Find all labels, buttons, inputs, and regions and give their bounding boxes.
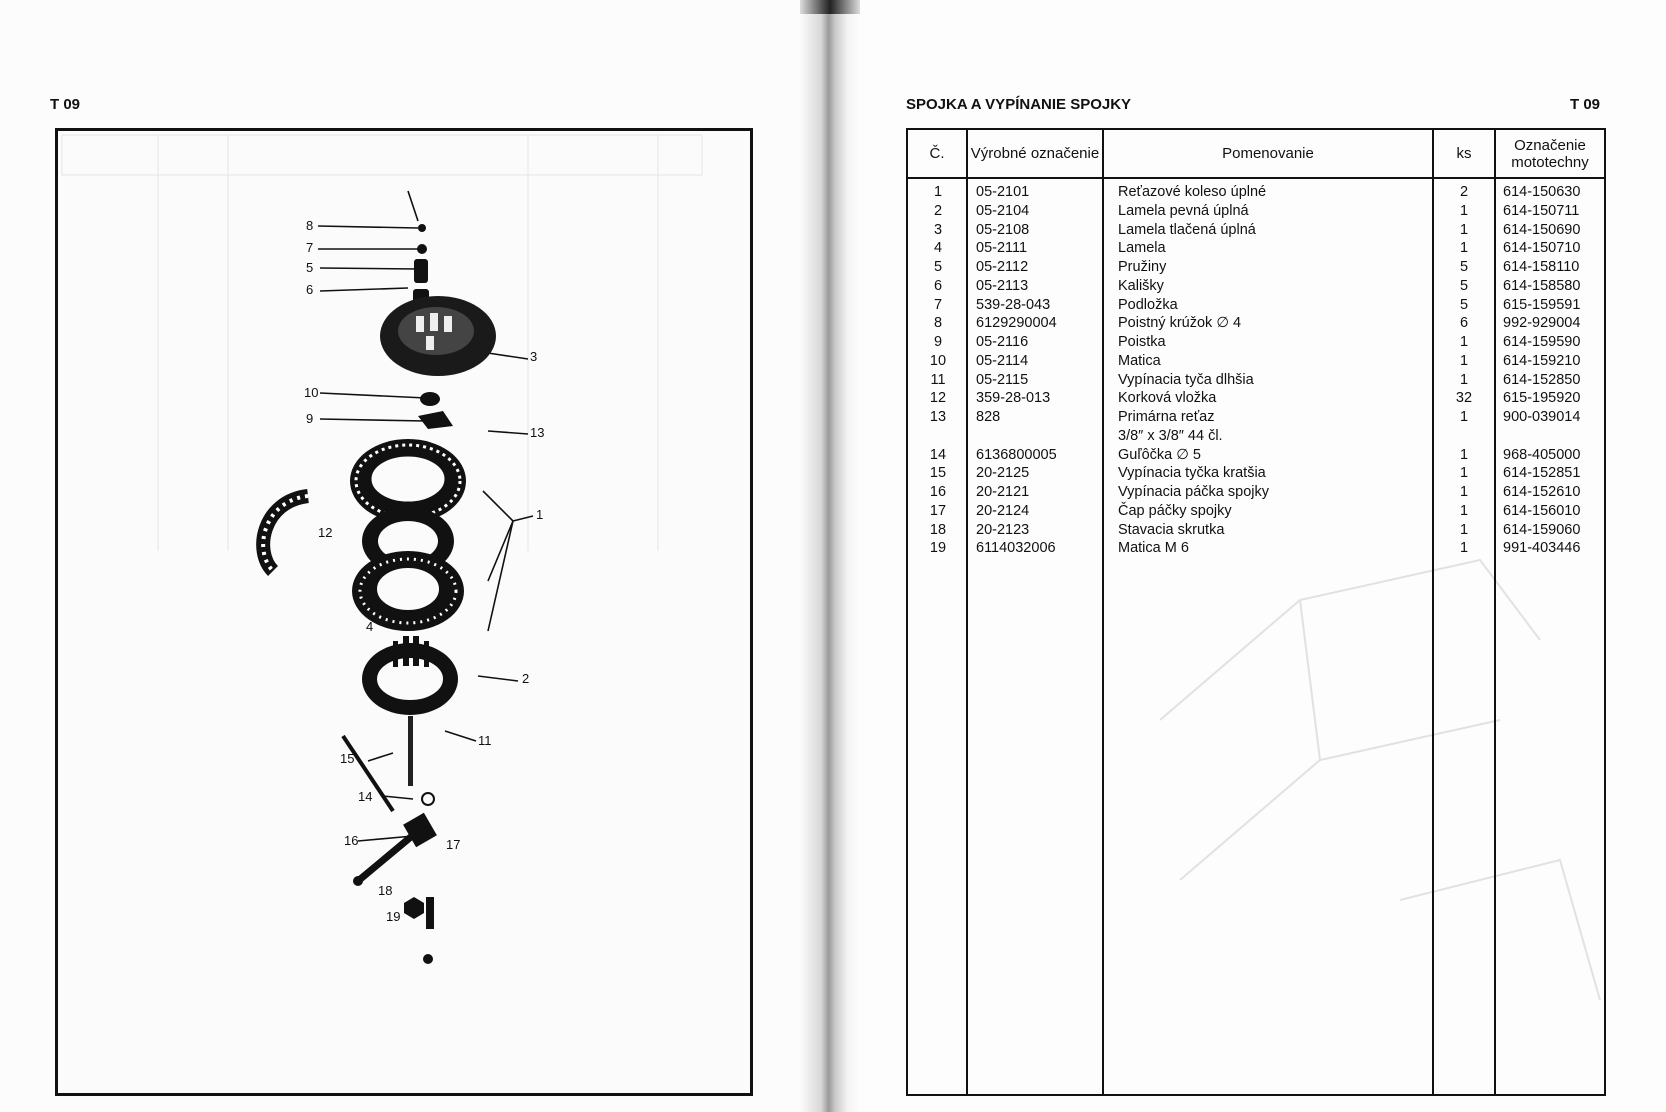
row-name: Vypínacia tyča dlhšia <box>1118 371 1254 388</box>
table-row <box>908 315 1604 334</box>
callout-19: 19 <box>386 909 401 924</box>
table-row <box>908 353 1604 372</box>
pressure-plate <box>380 296 496 376</box>
parts-table <box>906 128 1606 1096</box>
row-mototechna: 614-152851 <box>1503 465 1581 482</box>
row-name: Lamela pevná úplná <box>1118 202 1249 219</box>
row-no: 4 <box>933 240 943 257</box>
table-row <box>908 503 1604 522</box>
callout-14: 14 <box>358 789 373 804</box>
row-code: 6136800005 <box>976 446 1057 463</box>
row-no: 1 <box>933 184 943 200</box>
row-no: 10 <box>929 352 947 369</box>
table-row <box>908 522 1604 541</box>
row-qty: 1 <box>1459 240 1469 257</box>
row-name: Kališky <box>1118 277 1164 294</box>
row-name: Korková vložka <box>1118 390 1217 407</box>
row-code: 6129290004 <box>976 315 1057 332</box>
row-qty: 5 <box>1459 296 1469 313</box>
callout-2: 2 <box>522 671 530 686</box>
table-row <box>908 465 1604 484</box>
row-name: Guľôčka ∅ 5 <box>1118 446 1201 463</box>
row-no: 18 <box>929 521 947 538</box>
row-code: 20-2121 <box>976 484 1030 500</box>
row-no: 11 <box>930 371 946 388</box>
callout-13: 13 <box>530 425 545 440</box>
header-code: Výrobné označenie <box>970 145 1100 162</box>
page-title: SPOJKA A VYPÍNANIE SPOJKY <box>906 96 1132 113</box>
table-row <box>908 409 1604 428</box>
row-name: Matica M 6 <box>1118 540 1189 557</box>
callout-17: 17 <box>446 837 461 852</box>
callout-4: 4 <box>366 619 374 634</box>
row-code: 05-2116 <box>976 334 1029 350</box>
table-row <box>908 334 1604 353</box>
header-name: Pomenovanie <box>1222 145 1314 162</box>
row-code: 05-2113 <box>976 277 1029 294</box>
table-row <box>908 203 1604 222</box>
row-code: 20-2123 <box>976 521 1030 538</box>
callout-8: 8 <box>306 218 314 233</box>
row-qty: 1 <box>1459 502 1469 519</box>
callout-15: 15 <box>340 751 355 766</box>
row-qty: 1 <box>1459 484 1469 500</box>
primary-chain <box>263 496 308 571</box>
row-mototechna: 614-158580 <box>1503 277 1581 294</box>
callout-11: 11 <box>478 733 492 748</box>
header-mototechna: Označenie mototechny <box>1511 136 1589 171</box>
row-no: 19 <box>929 540 947 557</box>
callout-16: 16 <box>344 833 359 848</box>
table-row <box>908 540 1604 559</box>
row-mototechna: 614-159060 <box>1503 521 1581 538</box>
table-row <box>908 222 1604 241</box>
row-name: Primárna reťaz <box>1118 409 1215 425</box>
row-no: 9 <box>933 334 943 350</box>
lever-nut <box>404 897 424 919</box>
row-no: 2 <box>933 202 943 219</box>
row-no: 14 <box>929 446 947 463</box>
table-row <box>908 447 1604 466</box>
exploded-drawing-frame <box>55 128 753 1096</box>
callout-12: 12 <box>318 525 333 540</box>
row-mototechna: 900-039014 <box>1503 409 1581 425</box>
row-qty: 1 <box>1459 334 1469 350</box>
table-row <box>908 259 1604 278</box>
row-code: 539-28-043 <box>976 296 1051 313</box>
table-row <box>908 278 1604 297</box>
clutch-plates <box>352 507 464 631</box>
clutch-exploded-drawing <box>58 131 750 1093</box>
row-qty: 1 <box>1459 221 1469 238</box>
release-lever <box>353 813 437 886</box>
row-mototechna: 992-929004 <box>1503 315 1581 332</box>
row-qty: 1 <box>1459 409 1469 425</box>
callout-3: 3 <box>530 349 538 364</box>
row-qty: 5 <box>1459 277 1469 294</box>
table-row <box>908 372 1604 391</box>
row-mototechna: 614-159590 <box>1503 334 1581 350</box>
row-qty: 1 <box>1459 521 1469 538</box>
row-name: Podložka <box>1118 296 1178 313</box>
row-name: Stavacia skrutka <box>1118 521 1225 538</box>
row-code: 828 <box>976 409 1001 425</box>
row-qty: 1 <box>1459 465 1469 482</box>
row-mototechna: 614-150630 <box>1503 184 1581 200</box>
header-no: Č. <box>929 145 945 162</box>
clutch-basket <box>362 636 458 715</box>
row-no: 13 <box>929 409 947 425</box>
row-mototechna: 615-159591 <box>1503 296 1581 313</box>
callout-5: 5 <box>306 260 314 275</box>
row-qty: 2 <box>1459 184 1469 200</box>
row-name: Lamela <box>1118 240 1166 257</box>
row-name: Čap páčky spojky <box>1118 502 1232 519</box>
row-qty: 5 <box>1459 259 1469 275</box>
row-name: Poistný krúžok ∅ 4 <box>1118 315 1242 332</box>
row-no: 3 <box>933 221 943 238</box>
row-name: Lamela tlačená úplná <box>1118 221 1256 238</box>
callout-10: 10 <box>304 385 319 400</box>
row-code: 05-2108 <box>976 221 1030 238</box>
row-qty: 1 <box>1459 540 1469 557</box>
table-row <box>908 428 1604 447</box>
row-code: 05-2111 <box>976 240 1028 257</box>
row-mototechna: 614-150690 <box>1503 221 1581 238</box>
right-page-code: T 09 <box>1570 96 1601 113</box>
push-rod <box>408 716 413 786</box>
row-code: 05-2114 <box>976 352 1029 369</box>
row-mototechna: 614-152850 <box>1503 371 1581 388</box>
row-no: 5 <box>933 259 943 275</box>
header-qty: ks <box>1456 145 1472 162</box>
table-row <box>908 297 1604 316</box>
book-gutter-shadow <box>800 0 860 14</box>
row-code: 359-28-013 <box>976 390 1051 407</box>
row-no: 12 <box>929 390 947 407</box>
row-code: 20-2124 <box>976 502 1030 519</box>
row-qty: 1 <box>1459 352 1469 369</box>
row-name: Matica <box>1118 352 1161 369</box>
row-name: Poistka <box>1118 334 1166 350</box>
row-qty: 32 <box>1455 390 1473 407</box>
row-name: Vypínacia tyčka kratšia <box>1118 465 1266 482</box>
row-no: 6 <box>933 277 943 294</box>
row-name: Pružiny <box>1118 259 1167 275</box>
row-code: 05-2101 <box>976 184 1030 200</box>
row-no: 8 <box>933 315 943 332</box>
row-code: 05-2112 <box>976 259 1029 275</box>
book-gutter <box>800 0 860 1112</box>
table-row <box>908 240 1604 259</box>
row-mototechna: 614-150711 <box>1503 202 1580 219</box>
row-no: 15 <box>929 465 947 482</box>
callout-7: 7 <box>306 240 314 255</box>
left-page-code: T 09 <box>50 96 81 113</box>
row-name: 3/8″ x 3/8″ 44 čl. <box>1118 427 1223 444</box>
row-qty: 6 <box>1459 315 1469 332</box>
row-mototechna: 614-158110 <box>1503 259 1580 275</box>
header-divider <box>908 177 1604 179</box>
row-mototechna: 968-405000 <box>1503 446 1581 463</box>
row-code: 05-2115 <box>976 371 1029 388</box>
row-mototechna: 615-195920 <box>1503 390 1581 407</box>
row-qty: 1 <box>1459 446 1469 463</box>
table-row <box>908 390 1604 409</box>
row-mototechna: 614-152610 <box>1503 484 1581 500</box>
callout-1: 1 <box>536 507 544 522</box>
table-row <box>908 184 1604 203</box>
row-mototechna: 614-150710 <box>1503 240 1581 257</box>
row-mototechna: 614-156010 <box>1503 502 1581 519</box>
table-row <box>908 484 1604 503</box>
row-code: 6114032006 <box>976 540 1056 557</box>
row-code: 05-2104 <box>976 202 1030 219</box>
row-name: Reťazové koleso úplné <box>1118 184 1267 200</box>
row-name: Vypínacia páčka spojky <box>1118 484 1269 500</box>
row-code: 20-2125 <box>976 465 1030 482</box>
row-mototechna: 991-403446 <box>1503 540 1581 557</box>
row-qty: 1 <box>1459 371 1469 388</box>
row-no: 17 <box>929 502 947 519</box>
callout-18: 18 <box>378 883 393 898</box>
callout-9: 9 <box>306 411 314 426</box>
callout-6: 6 <box>306 282 314 297</box>
row-qty: 1 <box>1459 202 1469 219</box>
row-mototechna: 614-159210 <box>1503 352 1581 369</box>
row-no: 16 <box>929 484 947 500</box>
row-no: 7 <box>933 296 943 313</box>
